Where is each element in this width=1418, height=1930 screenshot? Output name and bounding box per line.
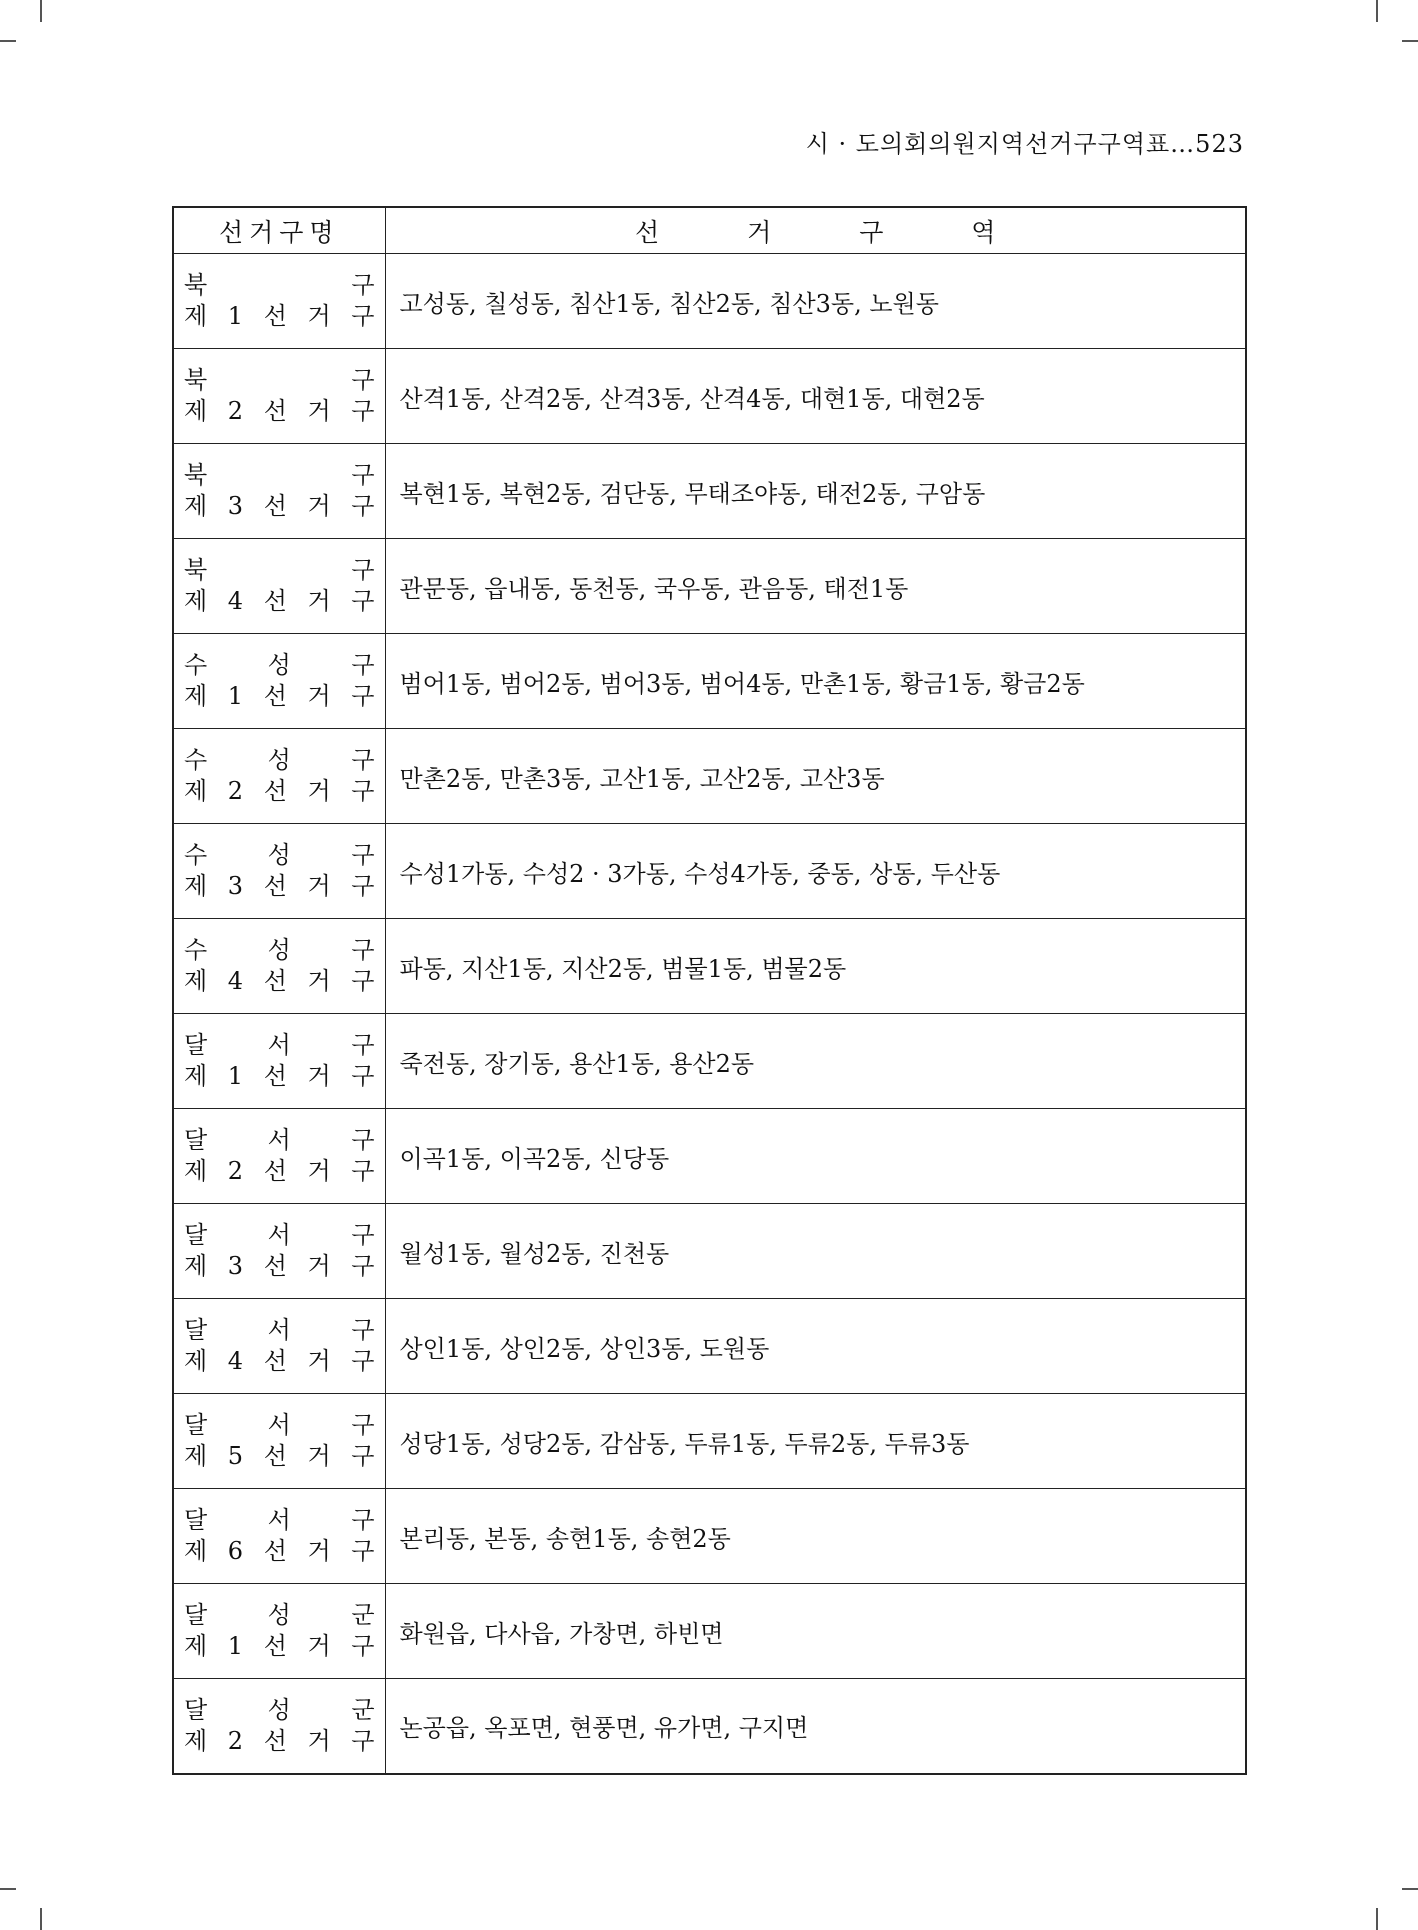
district-name-char: 수 [184,936,208,964]
district-name-char: 선 [263,1252,287,1280]
district-name-char: 6 [227,1537,244,1565]
district-name-line [184,1220,375,1251]
district-name-line [184,1030,375,1061]
district-name-char: 제 [184,777,208,805]
table-row [173,919,1246,1014]
district-name-char: 구 [351,651,375,679]
district-table [172,206,1247,1775]
district-name-char: 제 [184,1537,208,1565]
crop-mark [1402,40,1418,42]
table-row [173,1489,1246,1584]
district-name-cell [173,1014,385,1109]
district-name-char: 거 [307,967,331,995]
district-name-cell [173,1584,385,1679]
district-name-cell [173,1679,385,1774]
district-name-char: 달 [184,1126,208,1154]
district-name-char: 1 [227,1632,244,1660]
district-area-cell: 상인1동, 상인2동, 상인3동, 도원동 [385,1299,1246,1394]
table-row [173,1204,1246,1299]
district-name-cell [173,1109,385,1204]
district-name-char: 선 [263,967,287,995]
district-name-char: 2 [227,777,244,805]
district-number-line [184,301,375,332]
district-name-char: 5 [227,1442,244,1470]
district-name-line [184,1410,375,1441]
district-name-char: 제 [184,682,208,710]
district-name-char: 구 [351,1126,375,1154]
district-name-char: 구 [351,1062,375,1090]
district-name-cell [173,1489,385,1584]
table-row [173,444,1246,539]
district-name-char: 4 [227,967,244,995]
district-number-line [184,1441,375,1472]
district-name-char: 구 [351,1411,375,1439]
district-name-line [184,935,375,966]
district-name-char: 제 [184,872,208,900]
district-name-line [184,1600,375,1631]
district-name-char: 성 [267,746,291,774]
district-name-char: 3 [227,872,244,900]
district-name-char: 선 [263,492,287,520]
district-name-char: 거 [307,777,331,805]
district-area-cell: 산격1동, 산격2동, 산격3동, 산격4동, 대현1동, 대현2동 [385,349,1246,444]
district-name-char: 3 [227,492,244,520]
district-number-line [184,396,375,427]
district-name-cell [173,1204,385,1299]
district-area-cell: 파동, 지산1동, 지산2동, 범물1동, 범물2동 [385,919,1246,1014]
district-name-char: 제 [184,1726,208,1755]
district-name-char: 1 [227,302,244,330]
district-name-char: 제 [184,492,208,520]
district-name-line [184,745,375,776]
district-name-char: 거 [307,492,331,520]
table-row [173,1299,1246,1394]
district-name-cell [173,1394,385,1489]
district-name-cell [173,919,385,1014]
district-name-char: 구 [351,397,375,425]
district-name-char: 달 [184,1316,208,1344]
district-name-char: 선 [263,587,287,615]
district-area-cell: 고성동, 칠성동, 침산1동, 침산2동, 침산3동, 노원동 [385,254,1246,349]
table-row [173,634,1246,729]
district-name-cell [173,539,385,634]
district-name-char: 선 [263,1157,287,1185]
district-name-char: 거 [307,1157,331,1185]
district-name-char: 구 [351,1347,375,1375]
district-name-char: 제 [184,302,208,330]
district-name-char: 4 [227,1347,244,1375]
crop-mark [1376,1908,1378,1930]
district-name-char: 제 [184,967,208,995]
crop-mark [0,40,16,42]
district-area-cell: 월성1동, 월성2동, 진천동 [385,1204,1246,1299]
district-name-line [184,1505,375,1536]
crop-mark [0,1888,16,1890]
district-name-cell [173,824,385,919]
district-name-char: 선 [263,1442,287,1470]
district-name-char: 구 [351,366,375,394]
table-row [173,1584,1246,1679]
crop-mark [1402,1888,1418,1890]
table-row [173,1394,1246,1489]
district-name-char: 구 [351,746,375,774]
district-name-char: 거 [307,1442,331,1470]
district-name-char: 북 [184,271,208,299]
district-area-cell: 죽전동, 장기동, 용산1동, 용산2동 [385,1014,1246,1109]
district-name-char: 선 [263,397,287,425]
table-row [173,254,1246,349]
district-number-line [184,586,375,617]
district-name-char: 2 [227,1157,244,1185]
district-area-cell: 관문동, 읍내동, 동천동, 국우동, 관음동, 태전1동 [385,539,1246,634]
table-body [173,254,1246,1774]
district-number-line [184,871,375,902]
table-header-row [173,207,1246,254]
district-name-char: 구 [351,271,375,299]
district-name-char: 제 [184,1442,208,1470]
district-name-char: 구 [351,1726,375,1755]
district-name-char: 제 [184,1347,208,1375]
district-number-line [184,1346,375,1377]
crop-mark [1376,0,1378,22]
district-name-cell [173,444,385,539]
district-name-char: 달 [184,1695,208,1724]
district-name-char: 달 [184,1601,208,1629]
district-name-char: 서 [267,1126,291,1154]
district-name-char: 서 [267,1031,291,1059]
district-name-line [184,365,375,396]
district-name-char: 수 [184,841,208,869]
district-name-char: 선 [263,1347,287,1375]
district-name-char: 성 [267,1695,291,1724]
district-area-cell: 화원읍, 다사읍, 가창면, 하빈면 [385,1584,1246,1679]
district-name-char: 제 [184,1157,208,1185]
district-name-char: 구 [351,1632,375,1660]
district-name-line [184,460,375,491]
district-name-char: 북 [184,556,208,584]
district-area-cell: 본리동, 본동, 송현1동, 송현2동 [385,1489,1246,1584]
district-name-char: 구 [351,492,375,520]
district-name-char: 달 [184,1411,208,1439]
district-name-line [184,1315,375,1346]
district-name-char: 구 [351,1442,375,1470]
header-district-area: 선 거 구 역 [385,207,1246,254]
district-name-char: 제 [184,587,208,615]
district-name-char: 구 [351,841,375,869]
running-header: 시 · 도의회의원지역선거구구역표…523 [805,130,1244,158]
district-area-cell: 범어1동, 범어2동, 범어3동, 범어4동, 만촌1동, 황금1동, 황금2동 [385,634,1246,729]
district-name-char: 수 [184,746,208,774]
table-row [173,1679,1246,1774]
district-name-char: 성 [267,1601,291,1629]
district-name-char: 거 [307,1062,331,1090]
district-name-char: 구 [351,967,375,995]
district-name-char: 거 [307,1347,331,1375]
district-number-line [184,776,375,807]
district-name-char: 성 [267,841,291,869]
district-name-char: 제 [184,1252,208,1280]
district-name-char: 거 [307,1632,331,1660]
district-name-char: 구 [351,1506,375,1534]
district-name-char: 구 [351,587,375,615]
district-name-char: 구 [351,302,375,330]
table-row [173,824,1246,919]
district-name-cell [173,254,385,349]
district-number-line [184,1631,375,1662]
district-area-cell: 이곡1동, 이곡2동, 신당동 [385,1109,1246,1204]
district-name-char: 구 [351,1221,375,1249]
district-name-char: 1 [227,682,244,710]
district-name-char: 거 [307,1537,331,1565]
district-name-char: 구 [351,461,375,489]
district-number-line [184,1536,375,1567]
district-name-char: 구 [351,936,375,964]
district-name-char: 서 [267,1506,291,1534]
district-name-char: 구 [351,1157,375,1185]
district-name-line [184,1695,375,1726]
table-row [173,729,1246,824]
district-name-char: 4 [227,587,244,615]
district-name-char: 선 [263,872,287,900]
district-name-char: 제 [184,1632,208,1660]
district-name-line [184,555,375,586]
district-name-cell [173,729,385,824]
district-name-char: 거 [307,682,331,710]
crop-mark [40,1908,42,1930]
district-name-char: 서 [267,1221,291,1249]
district-name-line [184,650,375,681]
district-name-char: 달 [184,1221,208,1249]
table-row [173,1014,1246,1109]
district-name-char: 성 [267,936,291,964]
district-number-line [184,1156,375,1187]
district-area-cell: 논공읍, 옥포면, 현풍면, 유가면, 구지면 [385,1679,1246,1774]
district-area-cell: 복현1동, 복현2동, 검단동, 무태조야동, 태전2동, 구암동 [385,444,1246,539]
district-name-char: 3 [227,1252,244,1280]
district-name-char: 구 [351,872,375,900]
table-row [173,1109,1246,1204]
district-name-char: 선 [263,1632,287,1660]
district-name-char: 달 [184,1506,208,1534]
district-area-cell: 만촌2동, 만촌3동, 고산1동, 고산2동, 고산3동 [385,729,1246,824]
district-name-char: 제 [184,1062,208,1090]
district-name-char: 거 [307,1252,331,1280]
district-name-char: 2 [227,397,244,425]
district-name-char: 수 [184,651,208,679]
district-name-char: 선 [263,777,287,805]
district-name-char: 북 [184,461,208,489]
district-name-char: 달 [184,1031,208,1059]
district-name-char: 구 [351,1252,375,1280]
district-name-char: 선 [263,1062,287,1090]
table-row [173,539,1246,634]
district-number-line [184,1061,375,1092]
district-name-char: 선 [263,1537,287,1565]
district-name-char: 선 [263,302,287,330]
district-number-line [184,1726,375,1757]
district-name-char: 1 [227,1062,244,1090]
district-name-cell [173,1299,385,1394]
district-name-char: 구 [351,556,375,584]
table-row [173,349,1246,444]
district-name-char: 선 [263,682,287,710]
district-name-char: 거 [307,587,331,615]
district-name-char: 성 [267,651,291,679]
district-number-line [184,1251,375,1282]
district-name-char: 서 [267,1316,291,1344]
district-name-char: 구 [351,682,375,710]
district-name-char: 북 [184,366,208,394]
district-number-line [184,681,375,712]
district-name-line [184,840,375,871]
district-name-char: 거 [307,397,331,425]
district-name-char: 구 [351,1316,375,1344]
district-name-char: 군 [351,1695,375,1724]
district-name-char: 제 [184,397,208,425]
district-name-cell [173,349,385,444]
district-name-char: 선 [263,1726,287,1755]
district-name-char: 서 [267,1411,291,1439]
district-name-line [184,1125,375,1156]
district-area-cell: 수성1가동, 수성2 · 3가동, 수성4가동, 중동, 상동, 두산동 [385,824,1246,919]
district-number-line [184,491,375,522]
district-name-char: 구 [351,1031,375,1059]
district-name-char: 구 [351,777,375,805]
header-district-name: 선거구명 [173,207,385,254]
district-name-char: 거 [307,302,331,330]
district-name-line [184,270,375,301]
district-name-cell [173,634,385,729]
district-name-char: 2 [227,1726,244,1755]
district-area-cell: 성당1동, 성당2동, 감삼동, 두류1동, 두류2동, 두류3동 [385,1394,1246,1489]
district-name-char: 구 [351,1537,375,1565]
crop-mark [40,0,42,22]
district-name-char: 거 [307,1726,331,1755]
district-name-char: 군 [351,1601,375,1629]
district-number-line [184,966,375,997]
district-name-char: 거 [307,872,331,900]
